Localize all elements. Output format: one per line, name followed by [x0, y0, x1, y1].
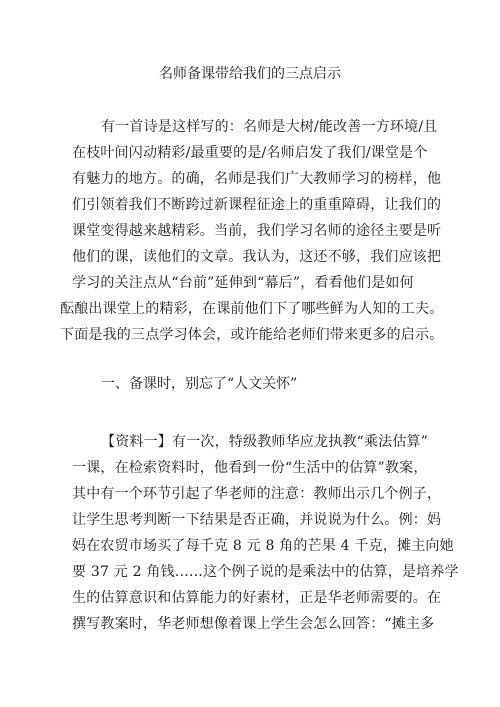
paragraph-line: 学习的关注点从“台前”延伸到“幕后”，看看他们是如何: [72, 275, 414, 291]
paragraph-line: 撰写教案时，华老师想像着课上学生会怎么回答：“摊主多: [72, 616, 435, 632]
paragraph-line: 一课，在检索资料时，他看到一份“生活中的估算”教案，: [72, 460, 428, 476]
paragraph-line: 妈在农贸市场买了每千克 8 元 8 角的芒果 4 千克，摊主向她: [72, 538, 454, 554]
paragraph-line: 有一首诗是这样写的：名师是大树/能改善一方环境/且: [101, 119, 438, 135]
paragraph-line: 他们的课，读他们的文章。我认为，这还不够，我们应该把: [72, 249, 442, 265]
paragraph-line: 们引领着我们不断跨过新课程征途上的重重障碍，让我们的: [72, 197, 442, 213]
paragraph-line: 【资料一】有一次，特级教师华应龙执教“乘法估算”: [101, 434, 429, 450]
paragraph-line: 生的估算意识和估算能力的好素材，正是华老师需要的。在: [72, 590, 442, 606]
document-title: 名师备课带给我们的三点启示: [159, 66, 341, 82]
paragraph-line: 有魅力的地方。的确，名师是我们广大教师学习的榜样，他: [72, 171, 442, 187]
paragraph-line: 酝酿出课堂上的精彩，在课前他们下了哪些鲜为人知的工夫。: [60, 301, 444, 317]
section-heading: 一、备课时，别忘了“人文关怀”: [101, 376, 298, 392]
paragraph-line: 课堂变得越来越精彩。当前，我们学习名师的途径主要是听: [72, 223, 442, 239]
paragraph-line: 其中有一个环节引起了华老师的注意：教师出示几个例子，: [72, 486, 442, 502]
paragraph-line: 让学生思考判断一下结果是否正确，并说说为什么。例：妈: [72, 512, 442, 528]
paragraph-line: 要 37 元 2 角钱……这个例子说的是乘法中的估算，是培养学: [72, 564, 459, 580]
paragraph-line: 下面是我的三点学习体会，或许能给老师们带来更多的启示。: [60, 327, 444, 343]
paragraph-line: 在枝叶间闪动精彩/最重要的是/名师启发了我们/课堂是个: [72, 145, 428, 161]
